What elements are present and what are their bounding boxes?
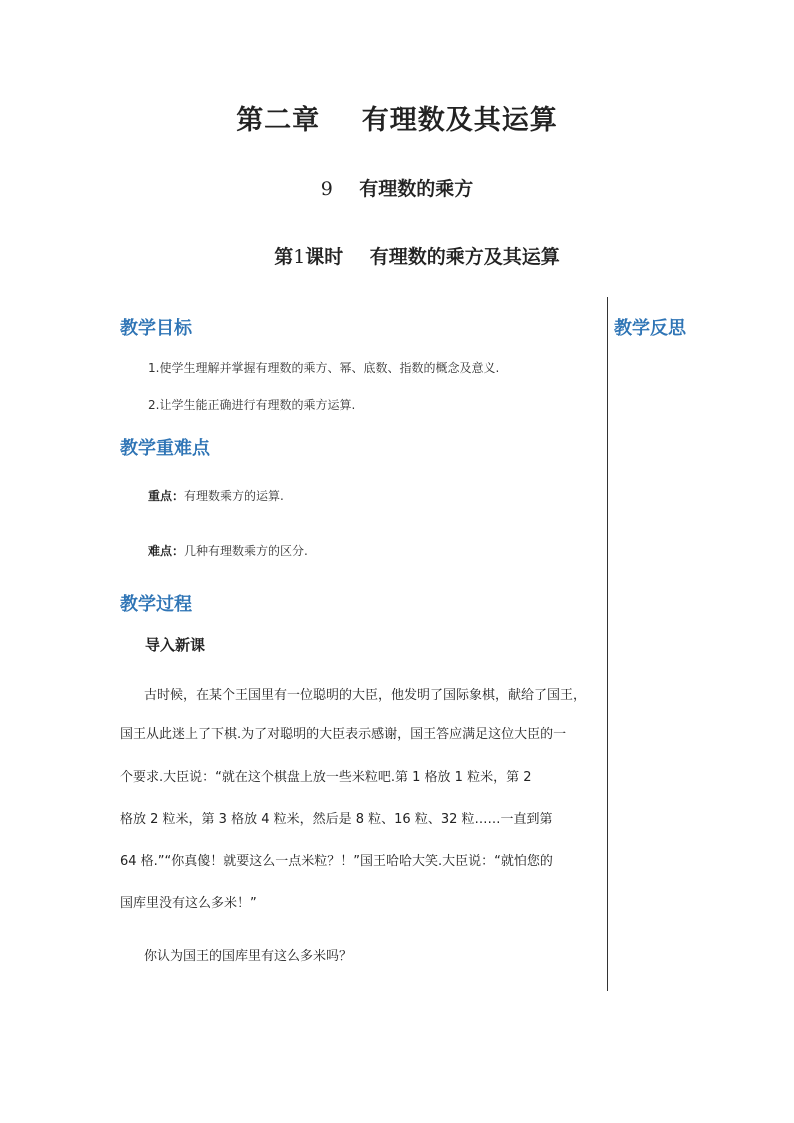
focus-label: 重点： (148, 489, 185, 503)
question-text: 你认为国王的国库里有这么多米吗？ (144, 949, 353, 964)
chapter-title: 第二章 有理数及其运算 (236, 105, 558, 136)
goals-heading: 教学目标 (120, 318, 192, 339)
focus-point (148, 487, 284, 504)
process-heading: 教学过程 (120, 594, 192, 615)
story-line: 古时候，在某个王国里有一位聪明的大臣，他发明了国际象棋，献给了国王， (144, 688, 587, 703)
story-line: 国王从此迷上了下棋.为了对聪明的大臣表示感谢，国王答应满足这位大臣的一 (120, 727, 567, 742)
column-divider (607, 297, 608, 991)
intro-heading: 导入新课 (145, 636, 206, 654)
reflection-heading: 教学反思 (614, 318, 686, 339)
lesson-title (0, 242, 794, 269)
lesson-prefix: 第 (274, 246, 294, 268)
section-title-text: 有理数的乘方 (359, 178, 474, 200)
goal-item-1: 1.使学生理解并掌握有理数的乘方、幂、底数、指数的概念及意义. (148, 361, 500, 375)
difficulty-point (148, 542, 308, 559)
lesson-title-text: 有理数的乘方及其运算 (369, 246, 560, 268)
section-number: 9 (320, 178, 333, 200)
story-line: 国库里没有这么多米！” (120, 896, 257, 911)
goal-item-2: 2.让学生能正确进行有理数的乘方运算. (148, 398, 356, 412)
lesson-number: 1 (293, 246, 306, 268)
section-title (0, 174, 794, 201)
lesson-suffix: 课时 (305, 246, 344, 268)
story-line: 个要求.大臣说：“就在这个棋盘上放一些米粒吧.第 1 格放 1 粒米，第 2 (120, 770, 532, 785)
story-line: 格放 2 粒米，第 3 格放 4 粒米，然后是 8 粒、16 粒、32 粒……一直到第 (120, 812, 553, 827)
difficulty-text: 几种有理数乘方的区分. (184, 544, 308, 558)
focus-text: 有理数乘方的运算. (184, 489, 284, 503)
key-points-heading: 教学重难点 (120, 438, 210, 459)
difficulty-label: 难点： (148, 544, 185, 558)
story-line: 64 格.”“你真傻！就要这么一点米粒？！”国王哈哈大笑.大臣说：“就怕您的 (120, 854, 553, 869)
